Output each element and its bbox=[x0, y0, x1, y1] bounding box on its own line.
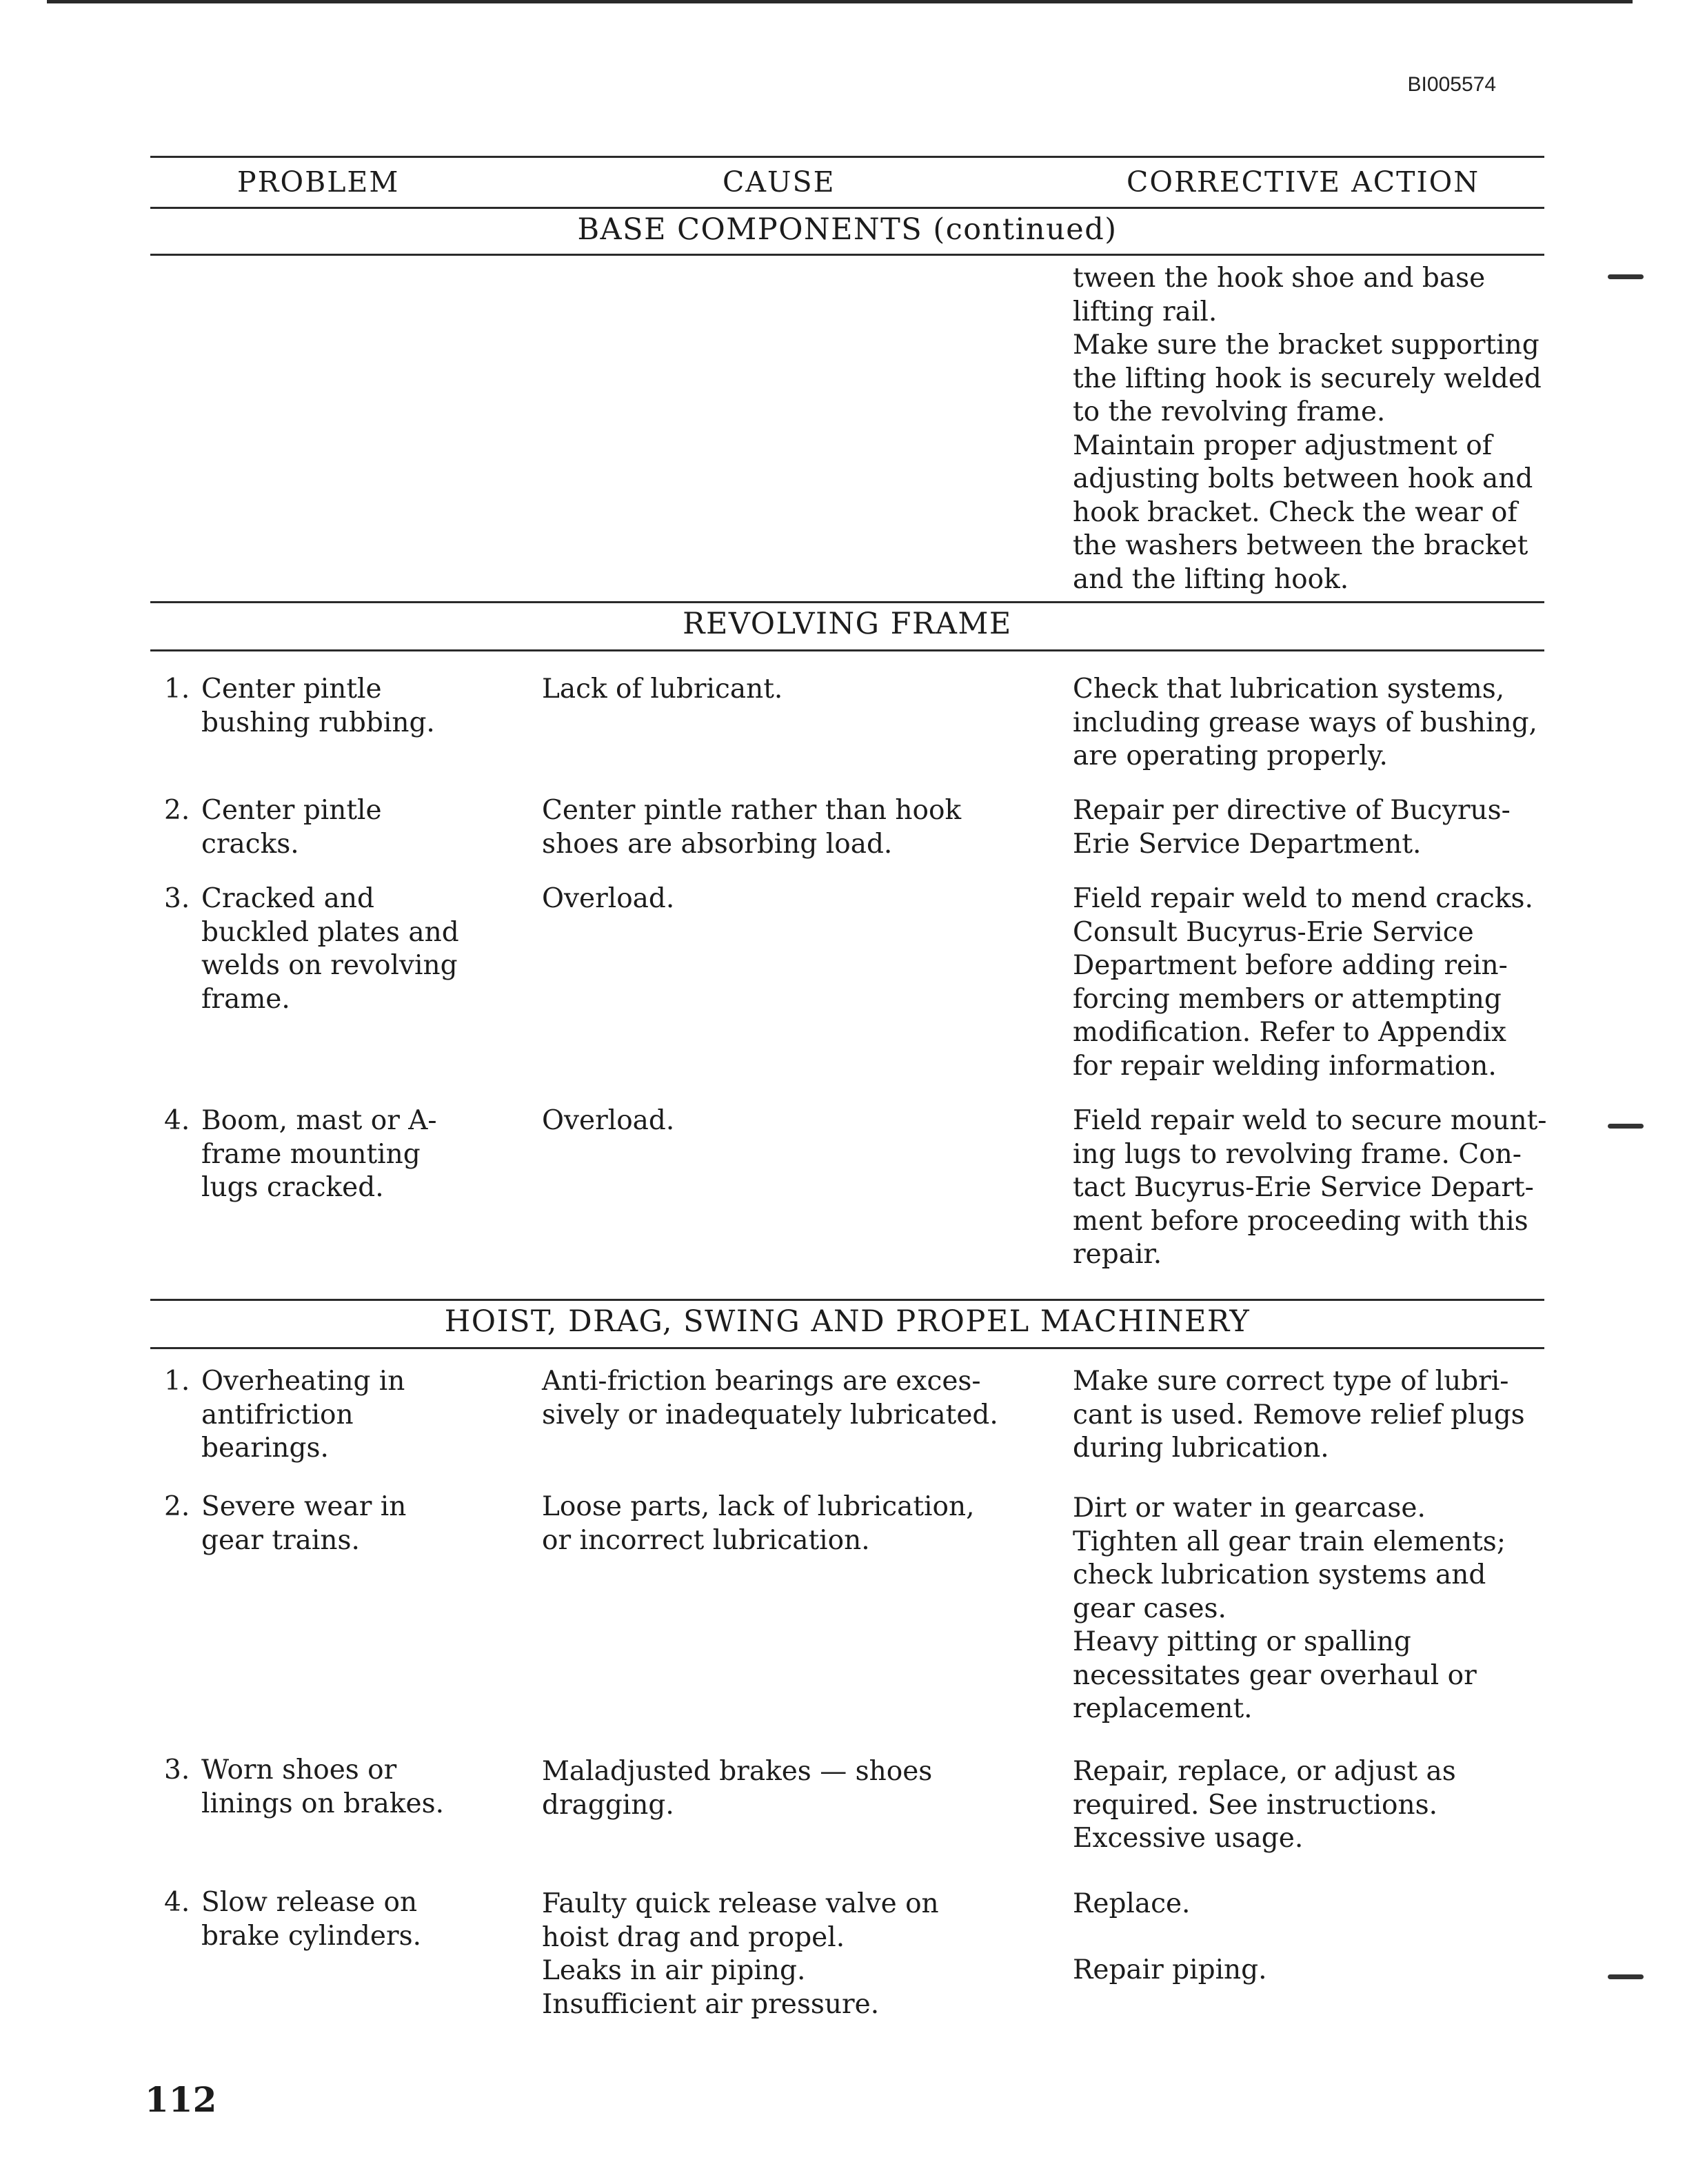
action-text: Field repair weld to mend cracks. Consult Bucyrus-Erie Service Department before adding rein- forcing members or attempting modification. Refer to Appendix for repair welding information. bbox=[1073, 883, 1533, 1082]
action-text: Repair, replace, or adjust as required. See instructions. Excessive usage. bbox=[1073, 1756, 1456, 1854]
document-id: BI005574 bbox=[1407, 73, 1496, 96]
row-number: 4. bbox=[164, 1887, 190, 1918]
cause-text: Maladjusted brakes — shoes dragging. bbox=[542, 1756, 933, 1821]
column-header-cause: CAUSE bbox=[723, 165, 836, 199]
problem-text: Center pintle bushing rubbing. bbox=[201, 674, 435, 738]
action-text: Dirt or water in gearcase. Tighten all gear train elements; check lubrication systems and gear cases. Heavy pitting or spalling necessitates gear overhaul or replacement. bbox=[1073, 1493, 1506, 1724]
header-bottom-rule bbox=[150, 207, 1544, 209]
cause-text: Loose parts, lack of lubrication, or incorrect lubrication. bbox=[542, 1491, 975, 1556]
section-rule bbox=[150, 1299, 1544, 1301]
action-text: Field repair weld to secure mount- ing lugs to revolving frame. Con- tact Bucyrus-Erie Service Depart- ment before proceeding with this repair. bbox=[1073, 1105, 1547, 1270]
problem-cell bbox=[164, 1490, 201, 1524]
section-title-hoist-drag-swing-propel: HOIST, DRAG, SWING AND PROPEL MACHINERY bbox=[444, 1304, 1251, 1339]
binder-mark bbox=[1608, 1974, 1644, 1979]
problem-cell bbox=[164, 673, 201, 707]
action-text: Check that lubrication systems, including grease ways of bushing, are operating properly. bbox=[1073, 674, 1537, 771]
section-title-base-components: BASE COMPONENTS (continued) bbox=[577, 212, 1118, 247]
page-number: 112 bbox=[145, 2079, 217, 2120]
problem-cell bbox=[164, 794, 201, 828]
problem-text: Overheating in antifriction bearings. bbox=[201, 1366, 405, 1464]
base-continued-action: tween the hook shoe and base lifting rail. Make sure the bracket supporting the lifting hook is securely welded to the revolving frame. Maintain proper adjustment of adjusting bolts between hook and hook bracket. Check the wear of the washers between the bracket and the lifting hook. bbox=[1073, 263, 1542, 595]
problem-cell bbox=[164, 1754, 201, 1788]
section-rule bbox=[150, 1347, 1544, 1349]
cause-text: Faulty quick release valve on hoist drag and propel. Leaks in air piping. Insufficient air pressure. bbox=[542, 1888, 939, 2020]
row-number: 2. bbox=[164, 795, 190, 826]
row-number: 4. bbox=[164, 1105, 190, 1136]
cause-text: Lack of lubricant. bbox=[542, 674, 783, 705]
cause-text: Overload. bbox=[542, 883, 675, 914]
problem-cell bbox=[164, 882, 201, 916]
problem-text: Severe wear in gear trains. bbox=[201, 1491, 407, 1556]
action-text: Repair per directive of Bucyrus- Erie Service Department. bbox=[1073, 795, 1511, 860]
problem-text: Slow release on brake cylinders. bbox=[201, 1887, 422, 1952]
problem-cell bbox=[164, 1104, 201, 1138]
section-rule bbox=[150, 601, 1544, 603]
section-rule bbox=[150, 649, 1544, 651]
cause-text: Overload. bbox=[542, 1105, 675, 1136]
problem-text: Worn shoes or linings on brakes. bbox=[201, 1755, 445, 1819]
row-number: 3. bbox=[164, 1755, 190, 1786]
header-top-rule bbox=[150, 156, 1544, 158]
action-text: Replace. bbox=[1073, 1888, 1191, 1919]
row-number: 3. bbox=[164, 883, 190, 914]
column-header-problem: PROBLEM bbox=[237, 165, 400, 199]
binder-mark bbox=[1608, 1124, 1644, 1129]
row-number: 1. bbox=[164, 1366, 190, 1397]
binder-mark bbox=[1608, 274, 1644, 279]
section-title-revolving-frame: REVOLVING FRAME bbox=[683, 607, 1012, 641]
row-number: 1. bbox=[164, 674, 190, 705]
section-rule bbox=[150, 254, 1544, 256]
problem-text: Boom, mast or A- frame mounting lugs cracked. bbox=[201, 1105, 437, 1203]
cause-text: Center pintle rather than hook shoes are absorbing load. bbox=[542, 795, 962, 860]
problem-cell bbox=[164, 1365, 201, 1399]
problem-cell bbox=[164, 1886, 201, 1920]
top-rule bbox=[47, 0, 1633, 3]
problem-text: Cracked and buckled plates and welds on revolving frame. bbox=[201, 883, 459, 1015]
problem-text: Center pintle cracks. bbox=[201, 795, 382, 860]
action-text-secondary: Repair piping. bbox=[1073, 1954, 1267, 1985]
row-number: 2. bbox=[164, 1491, 190, 1522]
action-text: Make sure correct type of lubri- cant is used. Remove relief plugs during lubrication. bbox=[1073, 1366, 1525, 1464]
cause-text: Anti-friction bearings are exces- sively or inadequately lubricated. bbox=[542, 1366, 998, 1430]
column-header-action: CORRECTIVE ACTION bbox=[1127, 165, 1480, 199]
